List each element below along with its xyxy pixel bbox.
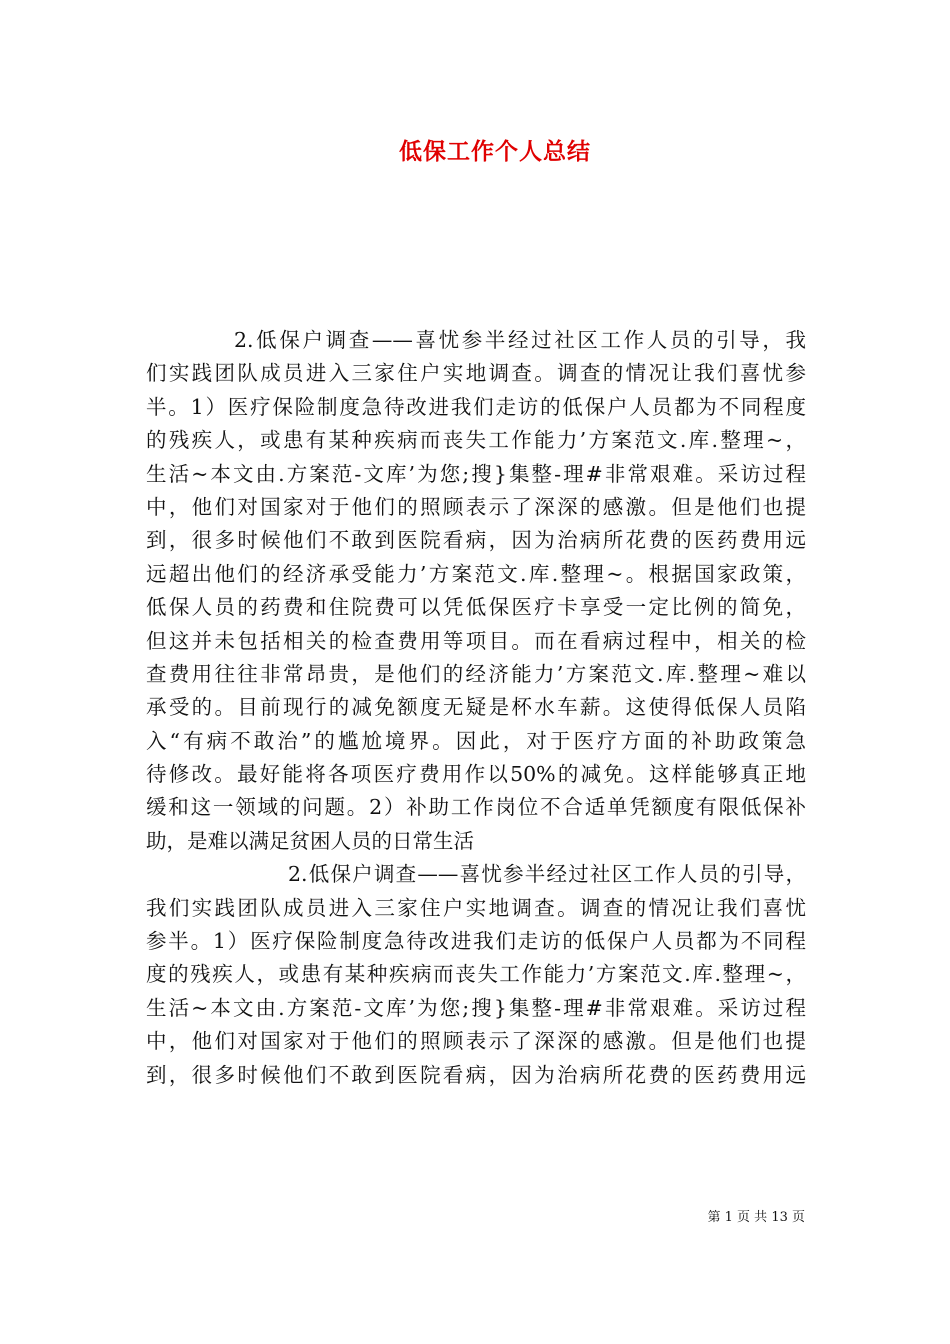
paragraph-line: 缓和这一领域的问题。2）补助工作岗位不合适单凭额度有限低保补 <box>146 795 806 820</box>
paragraph-line: 们实践团队成员进入三家住户实地调查。调查的情况让我们喜忧参 <box>146 361 806 386</box>
paragraph-line: 2.低保户调查——喜忧参半经过社区工作人员的引导，我 <box>234 328 806 352</box>
paragraph-line: 承受的。目前现行的减免额度无疑是杯水车薪。这使得低保人员陷 <box>146 695 806 720</box>
document-body <box>146 324 806 1092</box>
paragraph-line: 的残疾人，或患有某种疾病而丧失工作能力’方案范文.库.整理~， <box>146 428 806 453</box>
paragraph-line: 待修改。最好能将各项医疗费用作以50%的减免。这样能够真正地 <box>146 762 806 787</box>
paragraph-line: 低保人员的药费和住院费可以凭低保医疗卡享受一定比例的简免， <box>146 595 806 620</box>
paragraph-line: 中，他们对国家对于他们的照顾表示了深深的感激。但是他们也提 <box>146 1029 806 1054</box>
paragraph-line: 到，很多时候他们不敢到医院看病，因为治病所花费的医药费用远 <box>146 1062 806 1087</box>
paragraph-line: 入“有病不敢治”的尴尬境界。因此，对于医疗方面的补助政策急 <box>146 728 806 753</box>
paragraph-line: 参半。1）医疗保险制度急待改进我们走访的低保户人员都为不同程 <box>146 929 806 954</box>
page-number-footer: 第 1 页 共 13 页 <box>707 1210 805 1225</box>
paragraph-line: 2.低保户调查——喜忧参半经过社区工作人员的引导， <box>288 862 806 887</box>
paragraph-line: 我们实践团队成员进入三家住户实地调查。调查的情况让我们喜忧 <box>146 895 806 920</box>
paragraph-line: 半。1）医疗保险制度急待改进我们走访的低保户人员都为不同程度 <box>146 394 806 419</box>
paragraph-line: 查费用往往非常昂贵，是他们的经济能力’方案范文.库.整理~难以 <box>146 661 806 686</box>
paragraph-line: 到，很多时候他们不敢到医院看病，因为治病所花费的医药费用远 <box>146 528 806 553</box>
paragraph-line: 助，是难以满足贫困人员的日常生活 <box>146 828 474 853</box>
paragraph-line: 度的残疾人，或患有某种疾病而丧失工作能力’方案范文.库.整理~， <box>146 962 806 987</box>
document-title: 低保工作个人总结 <box>399 139 591 165</box>
paragraph-line: 生活~本文由.方案范-文库’为您;搜}集整-理#非常艰难。采访过程 <box>146 995 806 1020</box>
paragraph-line: 生活~本文由.方案范-文库’为您;搜}集整-理#非常艰难。采访过程 <box>146 461 806 486</box>
paragraph-line: 远超出他们的经济承受能力’方案范文.库.整理~。根据国家政策， <box>146 561 806 586</box>
paragraph-line: 但这并未包括相关的检查费用等项目。而在看病过程中，相关的检 <box>146 628 806 653</box>
paragraph-line: 中，他们对国家对于他们的照顾表示了深深的感激。但是他们也提 <box>146 494 806 519</box>
